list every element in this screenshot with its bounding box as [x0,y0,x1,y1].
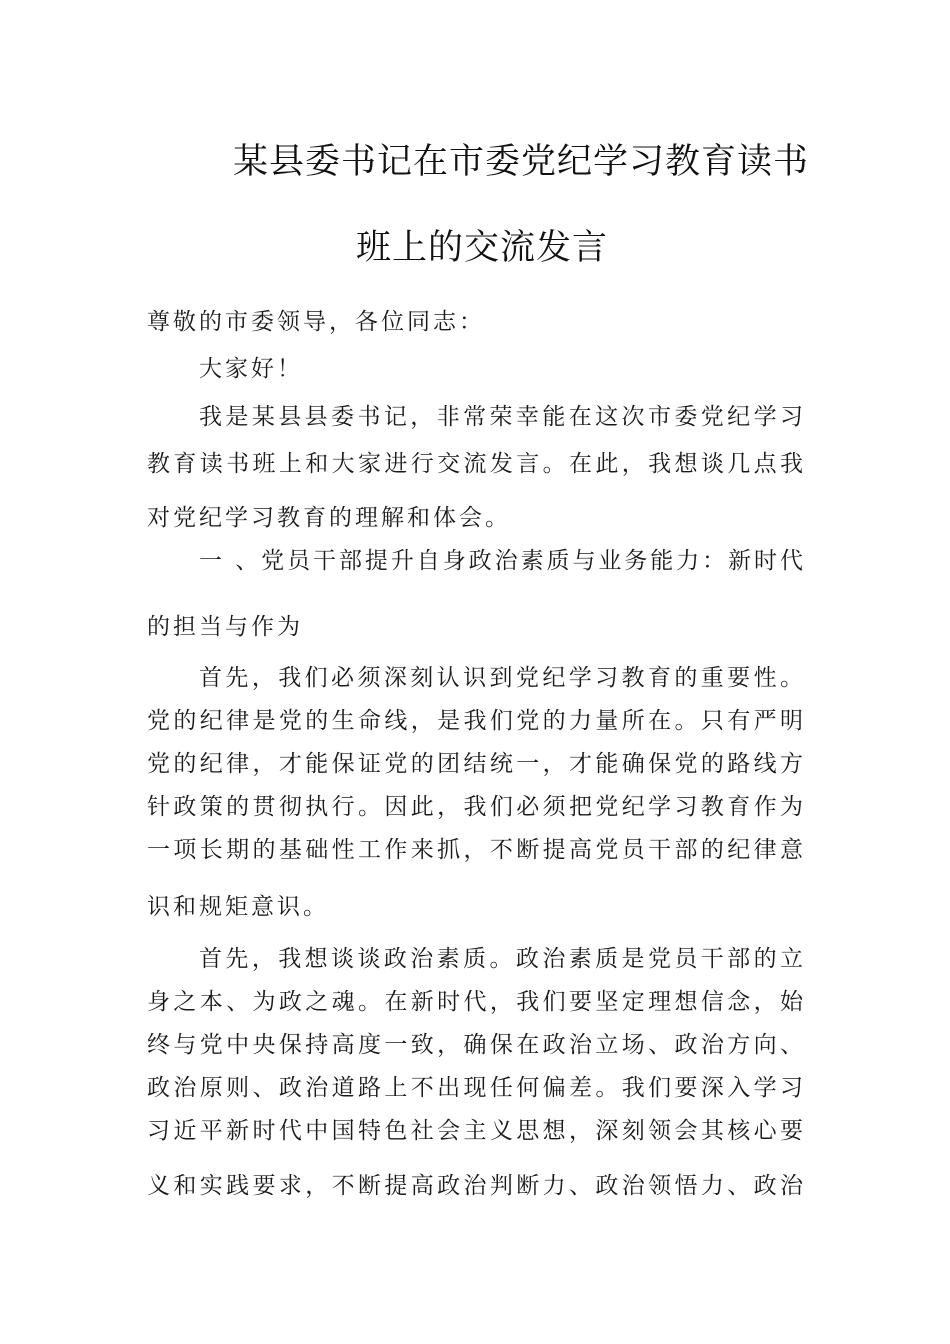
body-line: 一项长期的基础性工作来抓，不断提高党员干部的纪律意 [147,837,803,863]
document-title-line-2: 班上的交流发言 [356,228,609,268]
body-line: 党的纪律，才能保证党的团结统一，才能确保党的路线方 [147,751,803,777]
salutation: 尊敬的市委领导，各位同志： [147,309,485,335]
body-line: 党的纪律是党的生命线，是我们党的力量所在。只有严明 [147,708,803,734]
body-line: 终与党中央保持高度一致，确保在政治立场、政治方向、 [147,1032,803,1058]
body-line: 识和规矩意识。 [147,894,329,920]
body-line: 首先，我们必须深刻认识到党纪学习教育的重要性。 [199,665,803,691]
body-line: 身之本、为政之魂。在新时代，我们要坚定理想信念，始 [147,989,803,1015]
body-line: 习近平新时代中国特色社会主义思想，深刻领会其核心要 [147,1118,803,1144]
body-line: 我是某县县委书记，非常荣幸能在这次市委党纪学习 [199,404,803,430]
body-line: 义和实践要求，不断提高政治判断力、政治领悟力、政治 [147,1173,803,1199]
body-line: 首先，我想谈谈政治素质。政治素质是党员干部的立 [199,946,803,972]
body-line: 政治原则、政治道路上不出现任何偏差。我们要深入学习 [147,1075,803,1101]
body-line: 针政策的贯彻执行。因此，我们必须把党纪学习教育作为 [147,794,803,820]
section-heading-cont: 的担当与作为 [147,614,303,640]
body-line: 对党纪学习教育的理解和体会。 [147,505,511,531]
document-title-line-1: 某县委书记在市委党纪学习教育读书 [233,142,810,182]
greeting: 大家好！ [199,356,303,382]
section-heading: 一 、党员干部提升自身政治素质与业务能力：新时代 [199,548,803,574]
body-line: 教育读书班上和大家进行交流发言。在此，我想谈几点我 [147,451,803,477]
